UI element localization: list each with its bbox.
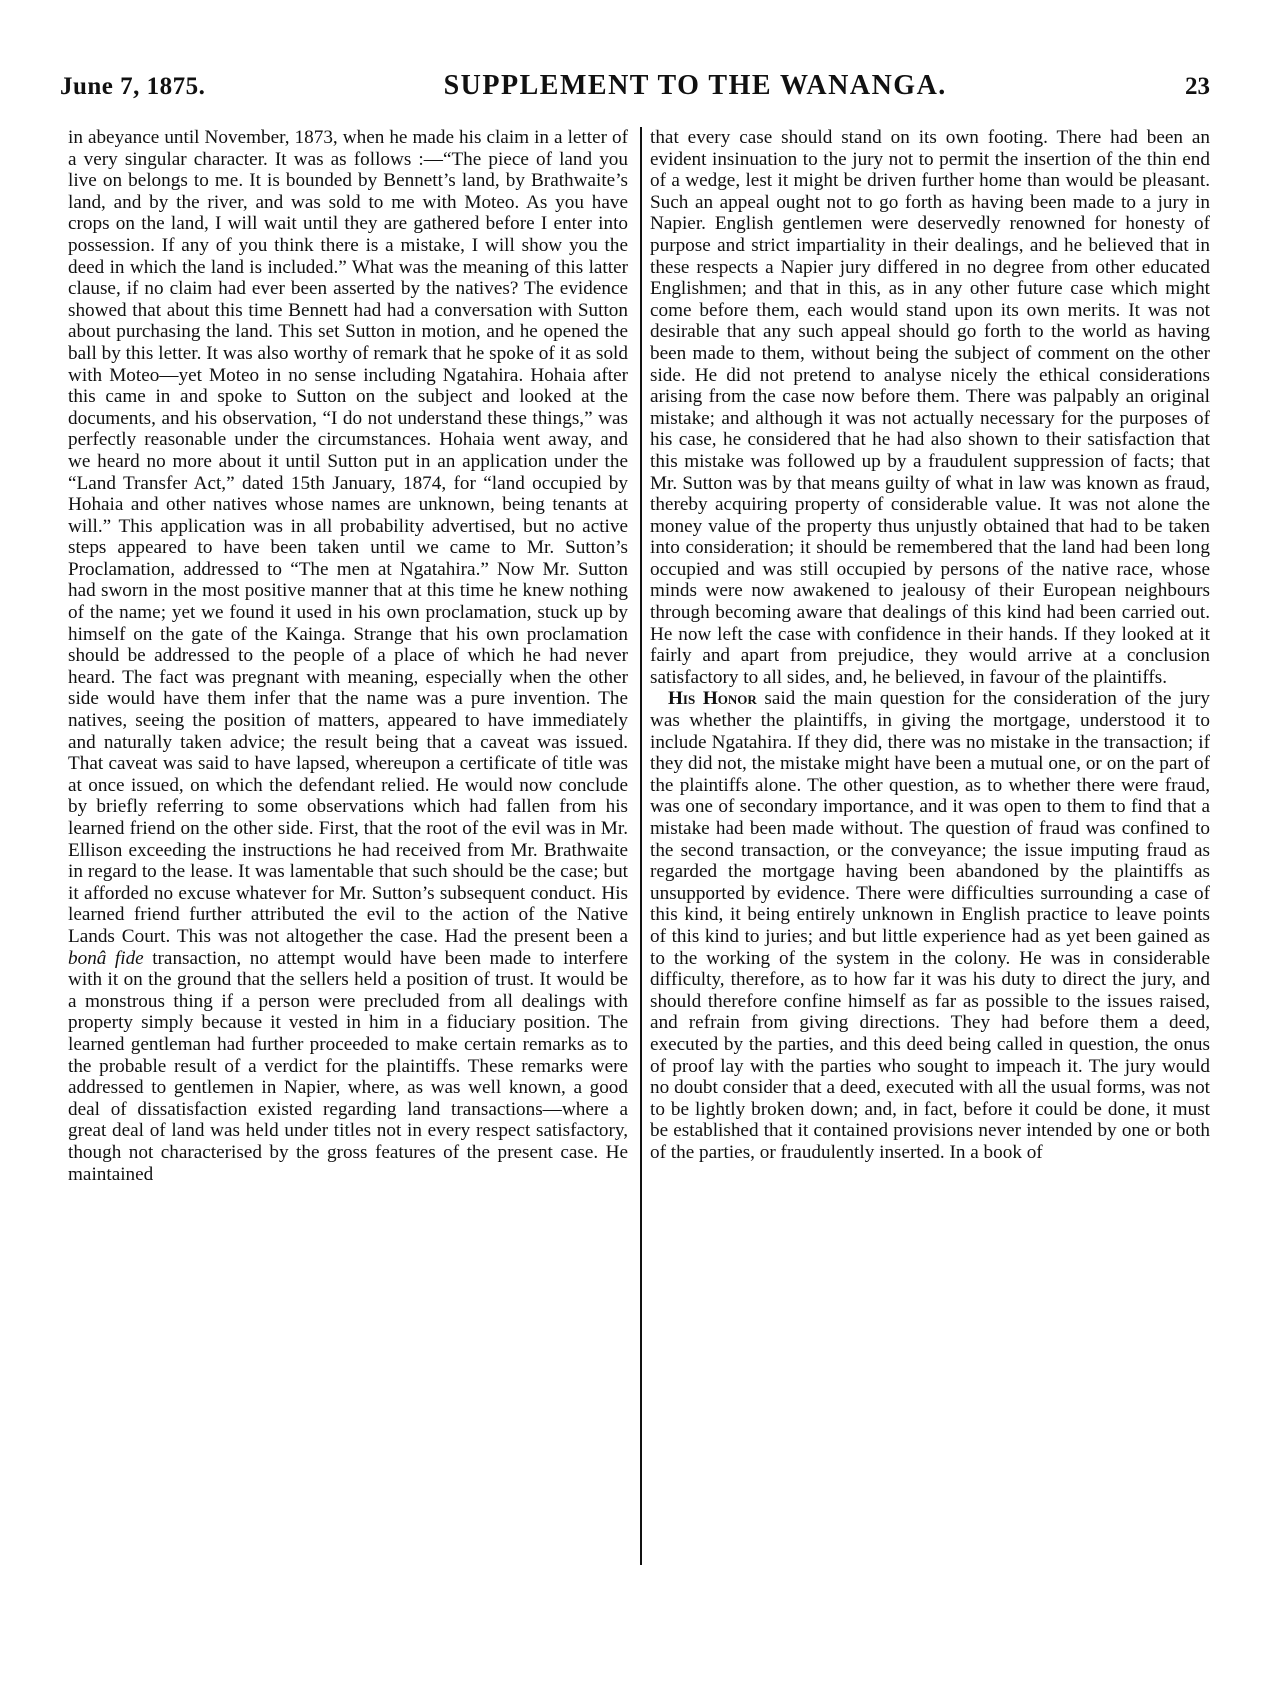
right-paragraph-1: that every case should stand on its own footing. There had been an evident insinuation to the jury not to permit the insertion of the thin end of a wedge, lest it might be driven further home than would be pleasant. Such an appeal ought not to go forth as having been made to a jury in Napier. English gentlemen were deservedly renowned for honesty of purpose and strict impartiality in their dealings, and he believed that in these respects a Napier jury differed in no degree from other educated Englishmen; and that in this, as in any other future case which might come before them, each would stand upon its own merits. It was not desirable that any such appeal should go forth to the world as having been made to them, without being the subject of comment on the other side. He did not pretend to analyse nicely the ethical considerations arising from the case now before them. There was palpably an original mistake; and although it was not actually necessary for the purposes of his case, he considered that he had also shown to their satisfaction that this mistake was followed up by a fraudulent suppression of facts; that Mr. Sutton was by that means guilty of what in law was known as fraud, thereby acquiring property of considerable value. It was not alone the money value of the property thus unjustly obtained that had to be taken into consideration; it should be remembered that the land had been long occupied and was still occupied by persons of the native race, whose minds were now awakened to jealousy of their European neighbours through becoming aware that dealings of this kind had been carried out. He now left the case with confidence in their hands. If they looked at it fairly and apart from prejudice, they would arrive at a conclusion satisfactory to all sides, and, he believed, in favour of the plaintiffs.	[650, 127, 1210, 688]
left-text-part-1: in abeyance until November, 1873, when he made his claim in a letter of a very singular character. It was as follows :—“The piece of land you live on belongs to me. It is bounded by Bennett’s land, by Brathwaite’s land, and by the river, and was sold to me with Moteo. As you have crops on the land, I will wait until they are gathered before I enter into possession. If any of you think there is a mistake, I will show you the deed in which the land is included.” What was the meaning of this latter clause, if no claim had ever been asserted by the natives? The evidence showed that about this time Bennett had had a conversation with Sutton about purchasing the land. This set Sutton in motion, and he opened the ball by this letter. It was also worthy of remark that he spoke of it as sold with Moteo—yet Moteo in no sense including Ngatahira. Hohaia after this came in and spoke to Sutton on the subject and looked at the documents, and his observation, “I do not understand these things,” was perfectly reasonable under the circumstances. Hohaia went away, and we heard no more about it until Sutton put in an application under the “Land Transfer Act,” dated 15th January, 1874, for “land occupied by Hohaia and other natives whose names are unknown, being tenants at will.” This application was in all probability advertised, but no active steps appeared to have been taken until we came to Mr. Sutton’s Proclamation, addressed to “The men at Ngatahira.” Now Mr. Sutton had sworn in the most positive manner that at this time he knew nothing of the name; yet we found it used in his own proclamation, stuck up by himself on the gate of the Kainga. Strange that his own proclamation should be addressed to the people of a place of which he had never heard. The fact was pregnant with meaning, especially when the other side would have them infer that the name was a pure invention. The natives, seeing the position of matters, appeared to have immediately and naturally taken advice; the result being that a caveat was issued. That caveat was said to have lapsed, whereupon a certificate of title was at once issued, on which the defendant relied. He would now conclude by briefly referring to some observations which had fallen from his learned friend on the other side. First, that the root of the evil was in Mr. Ellison exceeding the instructions he had received from Mr. Brathwaite in regard to the lease. It was lamentable that such should be the case; but it afforded no excuse whatever for Mr. Sutton’s subsequent conduct. His learned friend further attributed the evil to the action of the Native Lands Court. This was not altogether the case. Had the present been a	[68, 127, 628, 947]
left-text-part-2: transaction, no attempt would have been made to interfere with it on the ground that the sellers held a position of trust. It would be a monstrous thing if a person were precluded from all dealings with property simply because it vested in him in a fiduciary position. The learned gentleman had further proceeded to make certain remarks as to the probable result of a verdict for the plaintiffs. These remarks were addressed to gentlemen in Napier, where, as was well known, a good deal of dissatisfaction existed regarding land transactions—where a great deal of land was held under titles not in every respect satisfactory, though not characterised by the gross features of the present case. He maintained	[68, 947, 628, 1185]
publication-title: SUPPLEMENT TO THE WANANGA.	[443, 70, 947, 101]
article-columns	[68, 127, 1210, 1567]
issue-date: June 7, 1875.	[60, 73, 206, 100]
right-paragraph-2	[650, 688, 1210, 1163]
column-divider	[640, 127, 642, 1565]
his-honor-label: His Honor	[668, 688, 757, 710]
page-header	[60, 70, 1210, 110]
left-column	[68, 127, 638, 1567]
right-paragraph-2-text: said the main question for the consideration of the jury was whether the plaintiffs, in giving the mortgage, understood it to include Ngatahira. If they did, there was no mistake in the transaction; if they did not, the mistake might have been a mutual one, or on the part of the plaintiffs alone. The other question, as to whether there were fraud, was one of secondary importance, and it was open to them to find that a mistake had been made without. The question of fraud was confined to the second transaction, or the conveyance; the issue imputing fraud as regarded the mortgage having been abandoned by the plaintiffs as unsupported by evidence. There were difficulties surrounding a case of this kind, it being entirely unknown in English practice to leave points of this kind to juries; and but little experience had as yet been gained as to the working of the system in the colony. He was in considerable difficulty, therefore, as to how far it was his duty to direct the jury, and should therefore confine himself as far as possible to the issues raised, and refrain from giving directions. They had before them a deed, executed by the parties, and this deed being called in question, the onus of proof lay with the parties who sought to impeach it. The jury would no doubt consider that a deed, executed with all the usual forms, was not to be lightly broken down; and, in fact, before it could be done, it must be established that it contained provisions never intended by one or both of the parties, or fraudulently inserted. In a book of	[650, 688, 1210, 1163]
left-paragraph	[68, 127, 628, 1185]
bona-fide-italic: bonâ fide	[68, 947, 144, 969]
page-number: 23	[1185, 73, 1210, 100]
right-column	[650, 127, 1210, 1567]
